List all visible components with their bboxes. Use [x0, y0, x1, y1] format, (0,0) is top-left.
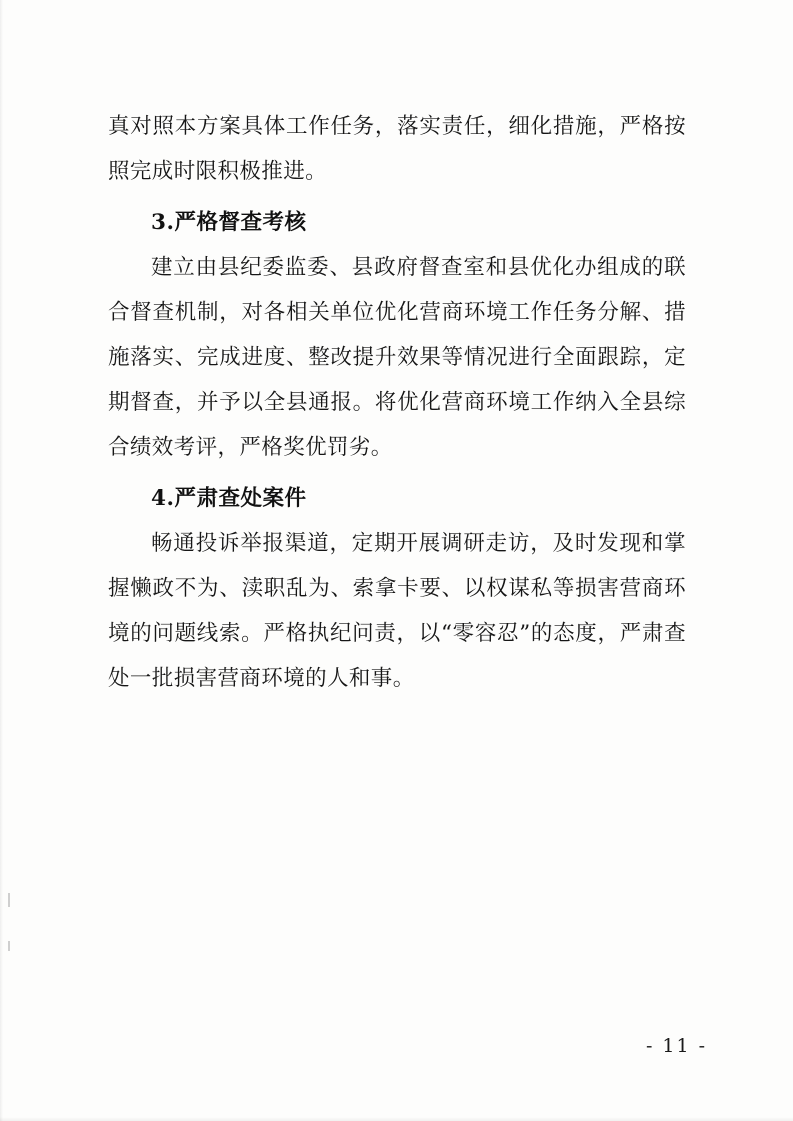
section-heading-3-label: 严格督查考核	[174, 210, 307, 235]
page-left-shadow	[0, 0, 3, 1121]
page-bottom-shadow	[0, 1117, 793, 1121]
paragraph-investigation: 畅通投诉举报渠道，定期开展调研走访，及时发现和掌握懒政不为、渎职乱为、索拿卡要、以权谋私等损害营商环境的问题线索。严格执纪问责，以“零容忍”的态度，严肃查处一批损害营商环境的人和事。	[108, 531, 686, 691]
margin-mark-lower	[8, 941, 10, 951]
section-heading-4	[108, 476, 686, 521]
document-body	[108, 104, 686, 701]
paragraph-continued: 真对照本方案具体工作任务，落实责任，细化措施，严格按照完成时限积极推进。	[108, 114, 686, 184]
section-heading-3	[108, 200, 686, 245]
page-footer	[0, 1035, 793, 1057]
section-heading-4-label: 严肃查处案件	[174, 486, 307, 511]
paragraph-supervision: 建立由县纪委监委、县政府督查室和县优化办组成的联合督查机制，对各相关单位优化营商环境工作任务分解、措施落实、完成进度、整改提升效果等情况进行全面跟踪，定期督查，并予以全县通报。将优化营商环境工作纳入全县综合绩效考评，严格奖优罚劣。	[108, 255, 686, 460]
section-heading-3-number: 3.	[151, 210, 175, 235]
page-number: - 11 -	[645, 1035, 708, 1057]
section-heading-4-number: 4.	[151, 486, 175, 511]
margin-mark-upper	[8, 893, 10, 907]
